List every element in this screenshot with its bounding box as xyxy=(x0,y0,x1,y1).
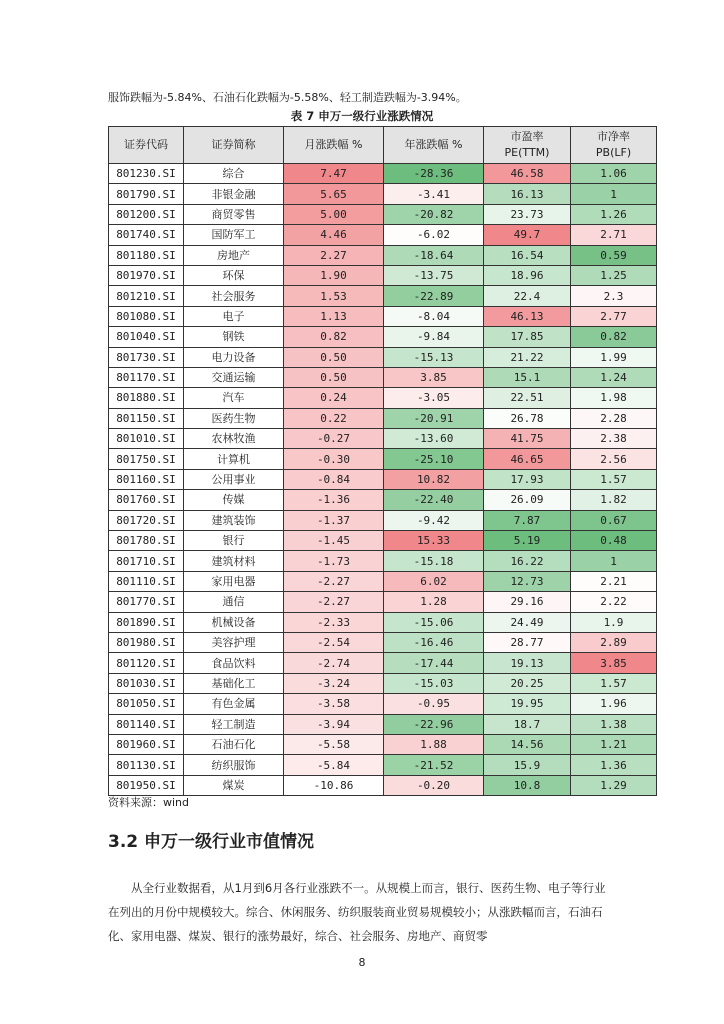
cell-yearly-change: -28.36 xyxy=(384,164,484,184)
industry-table xyxy=(108,126,657,796)
cell-name: 银行 xyxy=(184,531,284,551)
cell-pe: 26.78 xyxy=(484,408,571,428)
cell-code: 801110.SI xyxy=(109,571,184,591)
cell-name: 轻工制造 xyxy=(184,714,284,734)
cell-pe: 7.87 xyxy=(484,510,571,530)
cell-pb: 2.3 xyxy=(571,286,657,306)
table-row xyxy=(109,551,657,571)
cell-pb: 2.56 xyxy=(571,449,657,469)
intro-line: 服饰跌幅为-5.84%、石油石化跌幅为-5.58%、轻工制造跌幅为-3.94%。 xyxy=(108,91,467,104)
cell-pb: 1.38 xyxy=(571,714,657,734)
cell-monthly-change: -2.74 xyxy=(284,653,384,673)
table-row xyxy=(109,775,657,795)
cell-yearly-change: -9.84 xyxy=(384,327,484,347)
cell-pb: 1.24 xyxy=(571,367,657,387)
cell-name: 社会服务 xyxy=(184,286,284,306)
cell-pe: 10.8 xyxy=(484,775,571,795)
table-row xyxy=(109,734,657,754)
cell-pe: 16.13 xyxy=(484,184,571,204)
cell-code: 801050.SI xyxy=(109,694,184,714)
cell-code: 801200.SI xyxy=(109,204,184,224)
cell-yearly-change: -8.04 xyxy=(384,306,484,326)
cell-name: 钢铁 xyxy=(184,327,284,347)
cell-code: 801230.SI xyxy=(109,164,184,184)
cell-name: 综合 xyxy=(184,164,284,184)
cell-code: 801160.SI xyxy=(109,469,184,489)
cell-name: 医药生物 xyxy=(184,408,284,428)
cell-pe: 46.13 xyxy=(484,306,571,326)
cell-yearly-change: -22.96 xyxy=(384,714,484,734)
cell-name: 家用电器 xyxy=(184,571,284,591)
cell-monthly-change: -1.45 xyxy=(284,531,384,551)
table-row xyxy=(109,612,657,632)
table-caption: 表 7 申万一级行业涨跌情况 xyxy=(290,109,434,123)
cell-monthly-change: -2.27 xyxy=(284,571,384,591)
cell-yearly-change: -16.46 xyxy=(384,632,484,652)
cell-pb: 2.21 xyxy=(571,571,657,591)
cell-monthly-change: -2.33 xyxy=(284,612,384,632)
table-row xyxy=(109,388,657,408)
section-title: 3.2 申万一级行业市值情况 xyxy=(108,832,315,852)
cell-yearly-change: -13.75 xyxy=(384,265,484,285)
cell-pb: 2.28 xyxy=(571,408,657,428)
cell-pb: 2.22 xyxy=(571,592,657,612)
cell-pb: 0.67 xyxy=(571,510,657,530)
cell-monthly-change: -5.58 xyxy=(284,734,384,754)
cell-yearly-change: 3.85 xyxy=(384,367,484,387)
cell-pe: 22.4 xyxy=(484,286,571,306)
cell-pe: 29.16 xyxy=(484,592,571,612)
cell-monthly-change: 0.82 xyxy=(284,327,384,347)
cell-code: 801720.SI xyxy=(109,510,184,530)
cell-name: 建筑材料 xyxy=(184,551,284,571)
page-number: 8 xyxy=(358,956,366,969)
cell-code: 801880.SI xyxy=(109,388,184,408)
table-row xyxy=(109,225,657,245)
cell-monthly-change: -3.94 xyxy=(284,714,384,734)
table-row xyxy=(109,204,657,224)
cell-pb: 1.98 xyxy=(571,388,657,408)
cell-name: 汽车 xyxy=(184,388,284,408)
table-row xyxy=(109,449,657,469)
cell-code: 801960.SI xyxy=(109,734,184,754)
cell-name: 国防军工 xyxy=(184,225,284,245)
cell-monthly-change: -0.30 xyxy=(284,449,384,469)
cell-pb: 0.48 xyxy=(571,531,657,551)
table-row xyxy=(109,408,657,428)
cell-pe: 41.75 xyxy=(484,429,571,449)
cell-yearly-change: -3.41 xyxy=(384,184,484,204)
cell-code: 801760.SI xyxy=(109,490,184,510)
cell-pe: 24.49 xyxy=(484,612,571,632)
cell-code: 801120.SI xyxy=(109,653,184,673)
cell-yearly-change: -9.42 xyxy=(384,510,484,530)
cell-code: 801890.SI xyxy=(109,612,184,632)
cell-yearly-change: -0.95 xyxy=(384,694,484,714)
cell-pb: 1.26 xyxy=(571,204,657,224)
table-body xyxy=(109,164,657,796)
cell-code: 801710.SI xyxy=(109,551,184,571)
cell-code: 801180.SI xyxy=(109,245,184,265)
table-row xyxy=(109,592,657,612)
cell-pb: 1.96 xyxy=(571,694,657,714)
cell-pe: 18.96 xyxy=(484,265,571,285)
table-row xyxy=(109,469,657,489)
cell-monthly-change: 5.65 xyxy=(284,184,384,204)
cell-pb: 2.71 xyxy=(571,225,657,245)
cell-code: 801010.SI xyxy=(109,429,184,449)
table-row xyxy=(109,755,657,775)
cell-pb: 1.25 xyxy=(571,265,657,285)
cell-yearly-change: -25.10 xyxy=(384,449,484,469)
table-row xyxy=(109,510,657,530)
cell-code: 801730.SI xyxy=(109,347,184,367)
cell-pb: 1.57 xyxy=(571,673,657,693)
cell-pb: 1.99 xyxy=(571,347,657,367)
cell-pe: 15.1 xyxy=(484,367,571,387)
cell-yearly-change: -0.20 xyxy=(384,775,484,795)
cell-pb: 3.85 xyxy=(571,653,657,673)
cell-name: 石油石化 xyxy=(184,734,284,754)
cell-code: 801130.SI xyxy=(109,755,184,775)
cell-name: 交通运输 xyxy=(184,367,284,387)
cell-yearly-change: -3.05 xyxy=(384,388,484,408)
cell-name: 环保 xyxy=(184,265,284,285)
cell-name: 非银金融 xyxy=(184,184,284,204)
table-row xyxy=(109,531,657,551)
source-note: 资料来源：wind xyxy=(108,796,190,809)
cell-pb: 1.29 xyxy=(571,775,657,795)
cell-pe: 49.7 xyxy=(484,225,571,245)
cell-pe: 19.95 xyxy=(484,694,571,714)
cell-monthly-change: -3.58 xyxy=(284,694,384,714)
cell-pe: 21.22 xyxy=(484,347,571,367)
cell-code: 801950.SI xyxy=(109,775,184,795)
cell-pb: 0.82 xyxy=(571,327,657,347)
table-row xyxy=(109,327,657,347)
cell-yearly-change: -15.06 xyxy=(384,612,484,632)
cell-pe: 20.25 xyxy=(484,673,571,693)
cell-monthly-change: -3.24 xyxy=(284,673,384,693)
cell-name: 煤炭 xyxy=(184,775,284,795)
cell-name: 机械设备 xyxy=(184,612,284,632)
cell-monthly-change: -1.36 xyxy=(284,490,384,510)
cell-code: 801170.SI xyxy=(109,367,184,387)
cell-name: 计算机 xyxy=(184,449,284,469)
cell-monthly-change: 0.50 xyxy=(284,367,384,387)
cell-monthly-change: 0.50 xyxy=(284,347,384,367)
table-row xyxy=(109,694,657,714)
cell-monthly-change: -2.27 xyxy=(284,592,384,612)
cell-yearly-change: 6.02 xyxy=(384,571,484,591)
cell-name: 基础化工 xyxy=(184,673,284,693)
cell-monthly-change: -0.84 xyxy=(284,469,384,489)
cell-yearly-change: 1.88 xyxy=(384,734,484,754)
cell-pb: 2.77 xyxy=(571,306,657,326)
cell-pb: 2.89 xyxy=(571,632,657,652)
cell-name: 公用事业 xyxy=(184,469,284,489)
header-monthly-change: 月涨跌幅 % xyxy=(284,127,384,164)
cell-monthly-change: 7.47 xyxy=(284,164,384,184)
body-paragraph: 从全行业数据看，从1月到6月各行业涨跌不一。从规模上而言，银行、医药生物、电子等行业在列出的月份中规模较大。综合、休闲服务、纺织服装商业贸易规模较小；从涨跌幅而言，石油石化、家用电器、煤炭、银行的涨势最好，综合、社会服务、房地产、商贸零 xyxy=(108,881,606,943)
cell-name: 电子 xyxy=(184,306,284,326)
cell-pb: 1.9 xyxy=(571,612,657,632)
cell-monthly-change: -1.73 xyxy=(284,551,384,571)
table-row xyxy=(109,347,657,367)
cell-code: 801140.SI xyxy=(109,714,184,734)
header-pb: 市净率 PB(LF) xyxy=(571,127,657,164)
cell-name: 商贸零售 xyxy=(184,204,284,224)
cell-code: 801150.SI xyxy=(109,408,184,428)
cell-pe: 14.56 xyxy=(484,734,571,754)
cell-pe: 28.77 xyxy=(484,632,571,652)
cell-name: 传媒 xyxy=(184,490,284,510)
cell-yearly-change: 10.82 xyxy=(384,469,484,489)
header-name: 证券简称 xyxy=(184,127,284,164)
cell-monthly-change: -2.54 xyxy=(284,632,384,652)
cell-monthly-change: 0.22 xyxy=(284,408,384,428)
cell-pe: 19.13 xyxy=(484,653,571,673)
table-row xyxy=(109,632,657,652)
cell-yearly-change: -17.44 xyxy=(384,653,484,673)
cell-pe: 15.9 xyxy=(484,755,571,775)
cell-name: 食品饮料 xyxy=(184,653,284,673)
cell-pe: 22.51 xyxy=(484,388,571,408)
table-row xyxy=(109,653,657,673)
table-header-row xyxy=(109,127,657,164)
cell-pe: 46.65 xyxy=(484,449,571,469)
table-row xyxy=(109,571,657,591)
cell-pb: 1.06 xyxy=(571,164,657,184)
cell-yearly-change: -15.18 xyxy=(384,551,484,571)
cell-monthly-change: 2.27 xyxy=(284,245,384,265)
table-row xyxy=(109,265,657,285)
cell-name: 通信 xyxy=(184,592,284,612)
cell-name: 美容护理 xyxy=(184,632,284,652)
cell-name: 有色金属 xyxy=(184,694,284,714)
cell-pe: 17.85 xyxy=(484,327,571,347)
header-pe: 市盈率 PE(TTM) xyxy=(484,127,571,164)
cell-name: 纺织服饰 xyxy=(184,755,284,775)
cell-name: 房地产 xyxy=(184,245,284,265)
table-row xyxy=(109,429,657,449)
table-row xyxy=(109,306,657,326)
table-row xyxy=(109,673,657,693)
table-row xyxy=(109,367,657,387)
cell-yearly-change: -22.40 xyxy=(384,490,484,510)
cell-yearly-change: -21.52 xyxy=(384,755,484,775)
cell-name: 农林牧渔 xyxy=(184,429,284,449)
cell-pb: 1 xyxy=(571,184,657,204)
cell-monthly-change: 1.53 xyxy=(284,286,384,306)
cell-name: 建筑装饰 xyxy=(184,510,284,530)
cell-yearly-change: -15.13 xyxy=(384,347,484,367)
cell-pe: 17.93 xyxy=(484,469,571,489)
cell-pe: 46.58 xyxy=(484,164,571,184)
cell-code: 801210.SI xyxy=(109,286,184,306)
cell-pb: 0.59 xyxy=(571,245,657,265)
cell-pb: 1.82 xyxy=(571,490,657,510)
header-yearly-change: 年涨跌幅 % xyxy=(384,127,484,164)
cell-monthly-change: 1.13 xyxy=(284,306,384,326)
cell-pe: 18.7 xyxy=(484,714,571,734)
cell-monthly-change: -0.27 xyxy=(284,429,384,449)
cell-code: 801040.SI xyxy=(109,327,184,347)
cell-name: 电力设备 xyxy=(184,347,284,367)
cell-pe: 5.19 xyxy=(484,531,571,551)
cell-code: 801740.SI xyxy=(109,225,184,245)
header-code: 证券代码 xyxy=(109,127,184,164)
cell-pe: 23.73 xyxy=(484,204,571,224)
table-row xyxy=(109,245,657,265)
cell-yearly-change: -15.03 xyxy=(384,673,484,693)
cell-monthly-change: 1.90 xyxy=(284,265,384,285)
cell-yearly-change: -6.02 xyxy=(384,225,484,245)
cell-monthly-change: -1.37 xyxy=(284,510,384,530)
cell-code: 801750.SI xyxy=(109,449,184,469)
cell-monthly-change: -10.86 xyxy=(284,775,384,795)
table-row xyxy=(109,164,657,184)
cell-pb: 1 xyxy=(571,551,657,571)
cell-pe: 26.09 xyxy=(484,490,571,510)
cell-monthly-change: 0.24 xyxy=(284,388,384,408)
cell-yearly-change: -18.64 xyxy=(384,245,484,265)
cell-pe: 12.73 xyxy=(484,571,571,591)
cell-code: 801980.SI xyxy=(109,632,184,652)
cell-pb: 2.38 xyxy=(571,429,657,449)
cell-monthly-change: 5.00 xyxy=(284,204,384,224)
cell-pe: 16.54 xyxy=(484,245,571,265)
cell-pb: 1.21 xyxy=(571,734,657,754)
cell-code: 801080.SI xyxy=(109,306,184,326)
cell-yearly-change: -13.60 xyxy=(384,429,484,449)
cell-pb: 1.36 xyxy=(571,755,657,775)
cell-yearly-change: -20.91 xyxy=(384,408,484,428)
table-row xyxy=(109,286,657,306)
cell-yearly-change: -22.89 xyxy=(384,286,484,306)
cell-monthly-change: 4.46 xyxy=(284,225,384,245)
cell-yearly-change: 1.28 xyxy=(384,592,484,612)
table-row xyxy=(109,490,657,510)
cell-pe: 16.22 xyxy=(484,551,571,571)
cell-yearly-change: -20.82 xyxy=(384,204,484,224)
cell-code: 801790.SI xyxy=(109,184,184,204)
cell-code: 801970.SI xyxy=(109,265,184,285)
cell-yearly-change: 15.33 xyxy=(384,531,484,551)
table-row xyxy=(109,184,657,204)
cell-pb: 1.57 xyxy=(571,469,657,489)
table-row xyxy=(109,714,657,734)
cell-code: 801030.SI xyxy=(109,673,184,693)
cell-code: 801780.SI xyxy=(109,531,184,551)
cell-code: 801770.SI xyxy=(109,592,184,612)
cell-monthly-change: -5.84 xyxy=(284,755,384,775)
